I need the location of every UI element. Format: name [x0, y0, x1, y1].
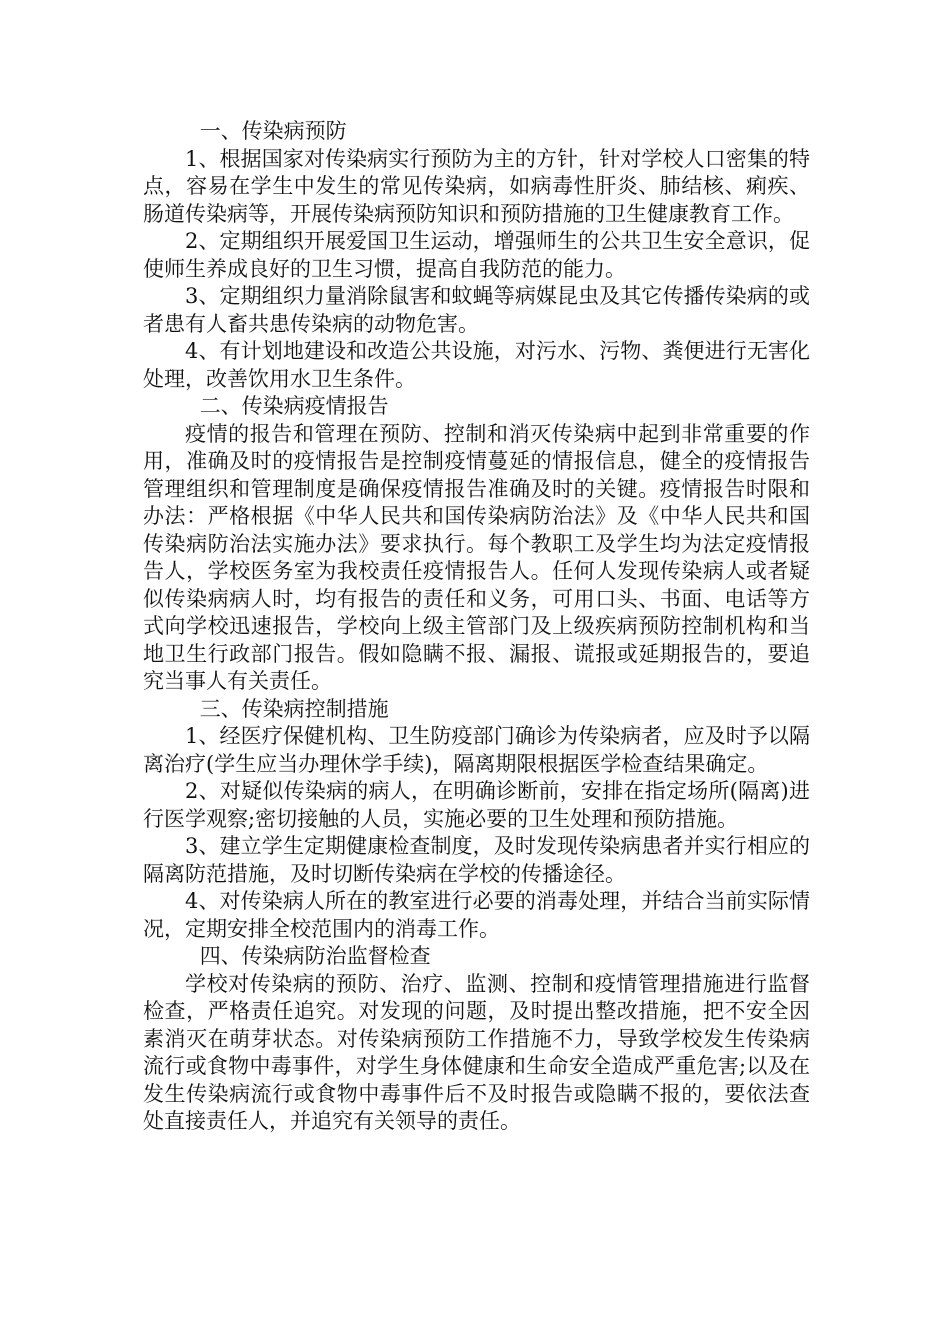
document-body	[143, 118, 810, 1136]
paragraph-4-1: 学校对传染病的预防、治疗、监测、控制和疫情管理措施进行监督检查，严格责任追究。对发现的问题，及时提出整改措施，把不安全因素消灭在萌芽状态。对传染病预防工作措施不力，导致学校发生传染病流行或食物中毒事件，对学生身体健康和生命安全造成严重危害;以及在发生传染病流行或食物中毒事件后不及时报告或隐瞒不报的，要依法查处直接责任人，并追究有关领导的责任。	[143, 971, 810, 1133]
paragraph-2-1: 疫情的报告和管理在预防、控制和消灭传染病中起到非常重要的作用，准确及时的疫情报告是控制疫情蔓延的情报信息，健全的疫情报告管理组织和管理制度是确保疫情报告准确及时的关键。疫情报告时限和办法：严格根据《中华人民共和国传染病防治法》及《中华人民共和国传染病防治法实施办法》要求执行。每个教职工及学生均为法定疫情报告人，学校医务室为我校责任疫情报告人。任何人发现传染病人或者疑似传染病病人时，均有报告的责任和义务，可用口头、书面、电话等方式向学校迅速报告，学校向上级主管部门及上级疾病预防控制机构和当地卫生行政部门报告。假如隐瞒不报、漏报、谎报或延期报告的，要追究当事人有关责任。	[143, 421, 810, 693]
section-heading-2: 二、传染病疫情报告	[199, 394, 389, 418]
section-heading-3: 三、传染病控制措施	[199, 696, 389, 721]
paragraph-3-3: 3、建立学生定期健康检查制度，及时发现传染病患者并实行相应的隔离防范措施，及时切断传染病在学校的传播途径。	[143, 834, 810, 886]
paragraph-1-2: 2、定期组织开展爱国卫生运动，增强师生的公共卫生安全意识，促使师生养成良好的卫生习惯，提高自我防范的能力。	[143, 229, 810, 281]
paragraph-3-2: 2、对疑似传染病的病人，在明确诊断前，安排在指定场所(隔离)进行医学观察;密切接触的人员，实施必要的卫生处理和预防措施。	[143, 779, 810, 831]
section-heading-4: 四、传染病防治监督检查	[199, 944, 431, 968]
section-heading-1: 一、传染病预防	[199, 119, 347, 143]
paragraph-1-1: 1、根据国家对传染病实行预防为主的方针，针对学校人口密集的特点，容易在学生中发生的常见传染病，如病毒性肝炎、肺结核、痢疾、肠道传染病等，开展传染病预防知识和预防措施的卫生健康教育工作。	[143, 146, 810, 226]
paragraph-1-3: 3、定期组织力量消除鼠害和蚊蝇等病媒昆虫及其它传播传染病的或者患有人畜共患传染病的动物危害。	[143, 284, 810, 336]
paragraph-3-1: 1、经医疗保健机构、卫生防疫部门确诊为传染病者，应及时予以隔离治疗(学生应当办理休学手续)，隔离期限根据医学检查结果确定。	[143, 724, 810, 776]
paragraph-3-4: 4、对传染病人所在的教室进行必要的消毒处理，并结合当前实际情况，定期安排全校范围内的消毒工作。	[143, 889, 810, 941]
paragraph-1-4: 4、有计划地建设和改造公共设施，对污水、污物、粪便进行无害化处理，改善饮用水卫生条件。	[143, 339, 810, 391]
